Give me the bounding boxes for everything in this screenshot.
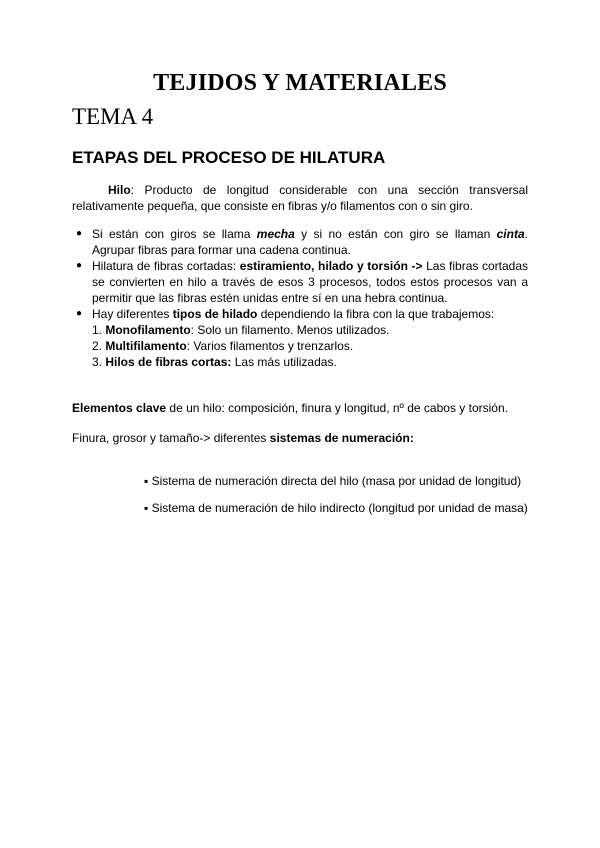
numbered-item: [92, 322, 528, 338]
subject-heading: TEMA 4: [72, 104, 154, 129]
bullet-1-text-3: .: [524, 227, 528, 241]
intro-line-1-text: : Producto de longitud considerable con una sección transversal: [130, 183, 528, 197]
bullet-1-line-1: [92, 226, 528, 242]
intro-line-1: [72, 182, 528, 198]
numbering-system-direct: ▪ Sistema de numeración directa del hilo (masa por unidad de longitud): [144, 474, 522, 488]
bullet-2-text-block: [92, 258, 528, 306]
item-desc: : Solo un filamento. Menos utilizados.: [190, 323, 390, 337]
bullet-1-text: Si están con giros se llama: [92, 227, 257, 241]
term-mecha: mecha: [256, 227, 295, 241]
item-term: Hilos de fibras cortas:: [105, 355, 232, 369]
term-cinta: cinta: [496, 227, 525, 241]
numbering-text: Finura, grosor y tamaño-> diferentes: [72, 431, 270, 445]
item-number: 2.: [92, 339, 106, 353]
bullet-dot: ●: [76, 228, 83, 239]
item-desc: : Varios filamentos y trenzarlos.: [186, 339, 354, 353]
bullet-2-text: Hilatura de fibras cortadas:: [92, 259, 240, 273]
item-number: 3.: [92, 355, 106, 369]
list-item: [72, 258, 528, 306]
document-title: TEJIDOS Y MATERIALES: [153, 70, 447, 96]
intro-term: Hilo: [108, 183, 131, 197]
bullet-3-text-2: dependiendo la fibra con la que trabajemos:: [257, 307, 495, 321]
bullet-dot: ●: [76, 308, 83, 319]
bullet-3-line-1: [92, 306, 528, 322]
term-tipos-de-hilado: tipos de hilado: [172, 307, 258, 321]
bullet-dot: ●: [76, 260, 83, 271]
item-term: Multifilamento: [105, 339, 187, 353]
item-desc: Las más utilizadas.: [231, 355, 337, 369]
bullet-1-text-2: y si no están con giro se llaman: [294, 227, 497, 241]
elements-paragraph: [72, 400, 528, 416]
intro-line-2: relativamente pequeña, que consiste en fibras y/o filamentos con o sin giro.: [72, 199, 473, 213]
item-term: Monofilamento: [105, 323, 191, 337]
numbering-system-indirect: ▪ Sistema de numeración de hilo indirecto (longitud por unidad de masa): [144, 501, 528, 515]
list-item: [72, 226, 528, 258]
bullet-1-line-2: Agrupar fibras para formar una cadena continua.: [92, 243, 351, 257]
section-heading: ETAPAS DEL PROCESO DE HILATURA: [72, 148, 386, 167]
numbering-paragraph: [72, 430, 528, 446]
elements-term: Elementos clave: [72, 401, 167, 415]
bullet-list: [72, 226, 528, 370]
process-steps: estiramiento, hilado y torsión ->: [239, 259, 423, 273]
bullet-2-text-2: Las fibras cortadas se convierten en hilo a través de esos 3 procesos, todos estos procesos van a permitir que las fibras estén unidas entre sí en una hebra continua.: [92, 259, 528, 305]
item-number: 1.: [92, 323, 106, 337]
numbered-item: [92, 354, 528, 370]
elements-text: de un hilo: composición, finura y longitud, nº de cabos y torsión.: [166, 401, 508, 415]
list-item: [72, 306, 528, 370]
numbered-item: [92, 338, 528, 354]
bullet-3-text: Hay diferentes: [92, 307, 173, 321]
numbering-term: sistemas de numeración:: [269, 431, 414, 445]
